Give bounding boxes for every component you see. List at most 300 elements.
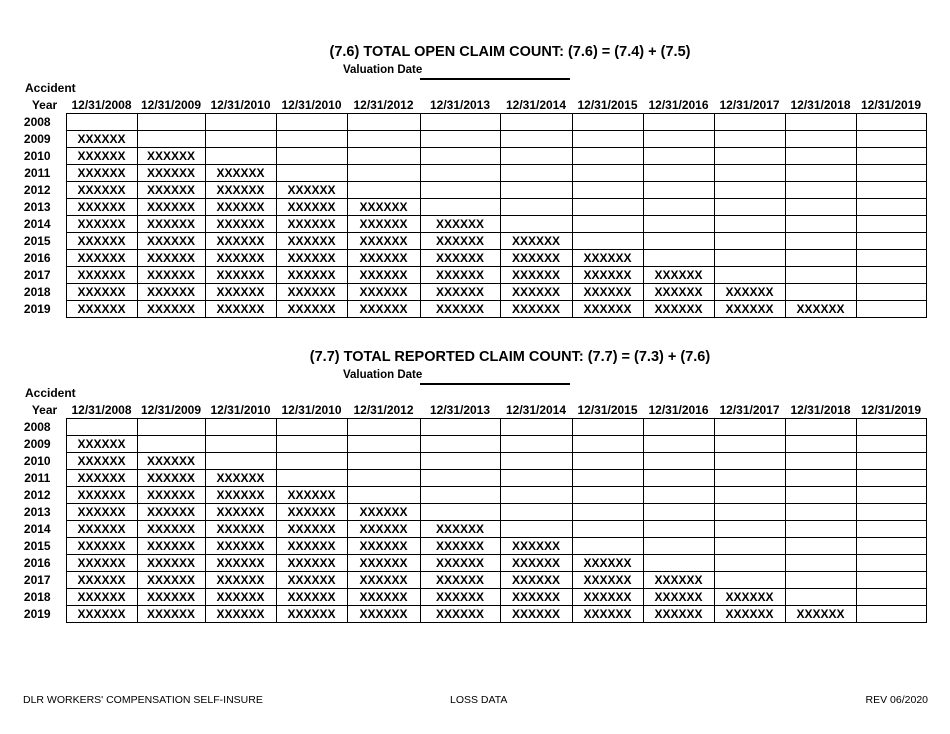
claim-count-cell: [137, 419, 205, 436]
claim-count-cell: [276, 131, 347, 148]
claim-count-cell: [572, 148, 643, 165]
claim-count-cell: [714, 521, 785, 538]
claim-count-cell: XXXXXX: [66, 555, 137, 572]
valuation-column-header: 12/31/2010: [210, 97, 271, 112]
claim-count-cell: [572, 453, 643, 470]
claim-count-cell: XXXXXX: [276, 199, 347, 216]
claim-count-cell: [856, 267, 926, 284]
claim-count-cell: [500, 182, 572, 199]
claim-count-cell: [137, 114, 205, 131]
claim-count-cell: [856, 233, 926, 250]
valuation-date-underline: [420, 78, 570, 80]
claim-count-cell: XXXXXX: [66, 216, 137, 233]
valuation-column-header: 12/31/2009: [140, 97, 202, 112]
claim-count-cell: [500, 470, 572, 487]
claim-count-cell: [572, 504, 643, 521]
claim-count-cell: XXXXXX: [420, 521, 500, 538]
claim-count-cell: [347, 470, 420, 487]
claim-count-cell: [276, 436, 347, 453]
claim-count-cell: [500, 453, 572, 470]
table-row: [23, 572, 926, 589]
claim-count-cell: XXXXXX: [643, 572, 714, 589]
claim-count-cell: XXXXXX: [137, 538, 205, 555]
claim-count-cell: XXXXXX: [500, 572, 572, 589]
claim-count-cell: [500, 419, 572, 436]
claim-count-cell: [572, 538, 643, 555]
claim-count-cell: [572, 165, 643, 182]
claim-count-cell: XXXXXX: [500, 284, 572, 301]
claim-count-cell: [420, 148, 500, 165]
claim-count-cell: XXXXXX: [205, 504, 276, 521]
claim-count-cell: [785, 267, 856, 284]
claim-count-cell: [785, 572, 856, 589]
claim-count-cell: XXXXXX: [572, 250, 643, 267]
valuation-column-header: 12/31/2015: [577, 402, 638, 417]
claim-count-cell: XXXXXX: [276, 572, 347, 589]
claim-count-cell: [643, 436, 714, 453]
claim-count-cell: [276, 114, 347, 131]
claim-count-cell: XXXXXX: [66, 589, 137, 606]
claim-count-cell: [785, 131, 856, 148]
claim-count-cell: [714, 114, 785, 131]
accident-label: Accident: [25, 81, 76, 95]
claim-count-cell: XXXXXX: [137, 470, 205, 487]
claim-count-cell: XXXXXX: [500, 250, 572, 267]
valuation-column-header: 12/31/2016: [648, 97, 709, 112]
claim-count-cell: XXXXXX: [66, 470, 137, 487]
claim-count-cell: XXXXXX: [137, 504, 205, 521]
claim-count-cell: XXXXXX: [276, 301, 347, 318]
claim-count-cell: XXXXXX: [137, 453, 205, 470]
claim-count-cell: XXXXXX: [347, 267, 420, 284]
claim-count-cell: XXXXXX: [643, 284, 714, 301]
valuation-column-header: 12/31/2019: [860, 97, 922, 112]
table-row: [23, 301, 926, 318]
claim-count-cell: [785, 165, 856, 182]
claim-count-cell: [785, 419, 856, 436]
valuation-column-header: 12/31/2013: [429, 402, 491, 417]
claim-count-cell: XXXXXX: [572, 301, 643, 318]
valuation-column-header: 12/31/2016: [648, 402, 709, 417]
accident-year-cell: 2018: [23, 590, 51, 604]
accident-year-cell: 2009: [23, 437, 51, 451]
claim-count-cell: [137, 131, 205, 148]
claim-count-cell: [500, 521, 572, 538]
claim-count-cell: XXXXXX: [66, 267, 137, 284]
claim-count-cell: XXXXXX: [66, 284, 137, 301]
table-row: [23, 131, 926, 148]
claim-count-cell: XXXXXX: [66, 165, 137, 182]
claim-count-cell: [572, 131, 643, 148]
claim-count-cell: [714, 572, 785, 589]
claim-count-cell: [420, 504, 500, 521]
accident-year-cell: 2013: [23, 505, 51, 519]
footer-form-name: DLR WORKERS' COMPENSATION SELF-INSURE: [23, 694, 263, 706]
claim-count-cell: [276, 419, 347, 436]
claim-count-cell: XXXXXX: [66, 131, 137, 148]
claim-count-cell: XXXXXX: [66, 538, 137, 555]
table-row: [23, 233, 926, 250]
claim-count-cell: [205, 453, 276, 470]
claim-count-cell: XXXXXX: [205, 250, 276, 267]
claim-count-cell: XXXXXX: [572, 267, 643, 284]
claim-count-cell: [856, 419, 926, 436]
accident-year-cell: 2017: [23, 573, 51, 587]
claim-count-cell: [643, 555, 714, 572]
claim-count-cell: XXXXXX: [572, 589, 643, 606]
claim-count-cell: [856, 250, 926, 267]
table-row: [23, 555, 926, 572]
valuation-column-header: 12/31/2017: [719, 97, 780, 112]
claim-count-cell: [572, 419, 643, 436]
claim-count-cell: [714, 267, 785, 284]
claim-count-cell: XXXXXX: [347, 301, 420, 318]
table-row: [23, 419, 926, 436]
claim-count-cell: XXXXXX: [420, 250, 500, 267]
valuation-column-header: 12/31/2015: [577, 97, 638, 112]
claim-count-cell: [347, 419, 420, 436]
claim-count-cell: XXXXXX: [420, 589, 500, 606]
valuation-date-label: Valuation Date: [343, 369, 423, 381]
claim-count-cell: XXXXXX: [643, 589, 714, 606]
accident-year-cell: 2016: [23, 556, 51, 570]
table-row: [23, 504, 926, 521]
claim-count-cell: [856, 538, 926, 555]
claim-count-cell: XXXXXX: [66, 148, 137, 165]
claim-count-cell: [643, 453, 714, 470]
claim-count-cell: [643, 199, 714, 216]
claim-count-cell: [572, 182, 643, 199]
claim-count-cell: XXXXXX: [347, 555, 420, 572]
claim-count-cell: XXXXXX: [137, 216, 205, 233]
claim-count-cell: XXXXXX: [420, 301, 500, 318]
accident-year-cell: 2012: [23, 183, 51, 197]
claim-count-cell: XXXXXX: [276, 182, 347, 199]
claim-count-cell: [856, 470, 926, 487]
claim-count-cell: XXXXXX: [66, 250, 137, 267]
claim-count-cell: XXXXXX: [785, 606, 856, 623]
section-title: (7.6) TOTAL OPEN CLAIM COUNT: (7.6) = (7.4) + (7.5): [329, 44, 691, 60]
table-row: [23, 284, 926, 301]
table-row: [23, 165, 926, 182]
claim-count-cell: [276, 148, 347, 165]
claim-count-cell: [785, 555, 856, 572]
claim-count-cell: XXXXXX: [66, 199, 137, 216]
claim-count-cell: [347, 453, 420, 470]
claim-count-cell: [500, 131, 572, 148]
accident-year-cell: 2015: [23, 234, 51, 248]
open-claim-count-table: [23, 96, 927, 318]
claim-count-cell: XXXXXX: [420, 233, 500, 250]
claim-count-cell: [643, 419, 714, 436]
claim-count-cell: [276, 470, 347, 487]
claim-count-cell: [420, 131, 500, 148]
claim-count-cell: XXXXXX: [205, 521, 276, 538]
claim-count-cell: XXXXXX: [643, 606, 714, 623]
claim-count-cell: [856, 555, 926, 572]
section-title: (7.7) TOTAL REPORTED CLAIM COUNT: (7.7) = (7.3) + (7.6): [309, 349, 711, 365]
accident-year-cell: 2013: [23, 200, 51, 214]
claim-count-cell: [572, 114, 643, 131]
claim-count-cell: XXXXXX: [205, 487, 276, 504]
claim-count-cell: [785, 233, 856, 250]
claim-count-cell: XXXXXX: [347, 589, 420, 606]
claim-count-cell: [572, 199, 643, 216]
claim-count-cell: [500, 114, 572, 131]
claim-count-cell: [785, 182, 856, 199]
claim-count-cell: XXXXXX: [643, 301, 714, 318]
claim-count-cell: [420, 165, 500, 182]
claim-count-cell: XXXXXX: [500, 233, 572, 250]
claim-count-cell: XXXXXX: [66, 233, 137, 250]
claim-count-cell: XXXXXX: [276, 555, 347, 572]
claim-count-cell: XXXXXX: [137, 284, 205, 301]
claim-count-cell: [856, 572, 926, 589]
claim-count-cell: [500, 487, 572, 504]
claim-count-cell: [714, 199, 785, 216]
valuation-column-header: 12/31/2019: [860, 402, 922, 417]
claim-count-cell: [785, 250, 856, 267]
accident-year-cell: 2012: [23, 488, 51, 502]
claim-count-cell: [785, 216, 856, 233]
claim-count-cell: [643, 233, 714, 250]
claim-count-cell: [856, 521, 926, 538]
claim-count-cell: [856, 284, 926, 301]
claim-count-cell: [856, 199, 926, 216]
claim-count-cell: XXXXXX: [137, 301, 205, 318]
accident-year-cell: 2017: [23, 268, 51, 282]
claim-count-cell: [420, 114, 500, 131]
table-row: [23, 487, 926, 504]
claim-count-cell: [856, 182, 926, 199]
claim-count-cell: XXXXXX: [500, 267, 572, 284]
claim-count-cell: [785, 521, 856, 538]
claim-count-cell: XXXXXX: [137, 182, 205, 199]
valuation-column-header: 12/31/2014: [505, 97, 567, 112]
claim-count-cell: [643, 216, 714, 233]
claim-count-cell: [856, 148, 926, 165]
accident-year-cell: 2015: [23, 539, 51, 553]
claim-count-cell: XXXXXX: [205, 555, 276, 572]
claim-count-cell: XXXXXX: [347, 284, 420, 301]
claim-count-cell: [856, 487, 926, 504]
claim-count-cell: XXXXXX: [205, 216, 276, 233]
claim-count-cell: [856, 216, 926, 233]
claim-count-cell: [205, 436, 276, 453]
claim-count-cell: XXXXXX: [420, 606, 500, 623]
claim-count-cell: [714, 148, 785, 165]
claim-count-cell: XXXXXX: [205, 182, 276, 199]
claim-count-cell: XXXXXX: [276, 487, 347, 504]
claim-count-cell: XXXXXX: [785, 301, 856, 318]
claim-count-cell: [643, 487, 714, 504]
claim-count-cell: XXXXXX: [347, 216, 420, 233]
claim-count-cell: XXXXXX: [347, 233, 420, 250]
claim-count-cell: [714, 131, 785, 148]
claim-count-cell: XXXXXX: [420, 555, 500, 572]
valuation-date-underline: [420, 383, 570, 385]
claim-count-cell: XXXXXX: [205, 301, 276, 318]
footer-revision: REV 06/2020: [865, 694, 928, 706]
claim-count-cell: [643, 165, 714, 182]
claim-count-cell: XXXXXX: [643, 267, 714, 284]
claim-count-cell: XXXXXX: [500, 589, 572, 606]
claim-count-cell: [205, 114, 276, 131]
claim-count-cell: [714, 436, 785, 453]
valuation-date-label: Valuation Date: [343, 64, 423, 76]
claim-count-cell: XXXXXX: [137, 572, 205, 589]
claim-count-cell: [856, 453, 926, 470]
claim-count-cell: XXXXXX: [66, 572, 137, 589]
claim-count-cell: [785, 114, 856, 131]
claim-count-cell: [643, 521, 714, 538]
claim-count-cell: XXXXXX: [276, 589, 347, 606]
claim-count-cell: [420, 419, 500, 436]
claim-count-cell: XXXXXX: [276, 216, 347, 233]
table-row: [23, 538, 926, 555]
claim-count-cell: [347, 182, 420, 199]
claim-count-cell: [856, 436, 926, 453]
claim-count-cell: XXXXXX: [66, 606, 137, 623]
claim-count-cell: [785, 453, 856, 470]
table-row: [23, 267, 926, 284]
claim-count-cell: XXXXXX: [205, 199, 276, 216]
claim-count-cell: XXXXXX: [276, 521, 347, 538]
table-row: [23, 606, 926, 623]
claim-count-cell: [714, 487, 785, 504]
claim-count-cell: [276, 165, 347, 182]
accident-label: Accident: [25, 386, 76, 400]
claim-count-cell: [500, 148, 572, 165]
claim-count-cell: [420, 487, 500, 504]
accident-year-cell: 2018: [23, 285, 51, 299]
claim-count-cell: [643, 114, 714, 131]
year-column-header: Year: [31, 97, 58, 112]
claim-count-cell: [643, 131, 714, 148]
valuation-column-header: 12/31/2008: [71, 402, 132, 417]
valuation-column-header: 12/31/2014: [505, 402, 567, 417]
claim-count-cell: [276, 453, 347, 470]
valuation-column-header: 12/31/2018: [790, 402, 851, 417]
claim-count-cell: XXXXXX: [66, 453, 137, 470]
valuation-column-header: 12/31/2009: [140, 402, 202, 417]
accident-year-cell: 2019: [23, 302, 51, 316]
claim-count-cell: XXXXXX: [205, 233, 276, 250]
claim-count-cell: [137, 436, 205, 453]
claim-count-cell: [785, 436, 856, 453]
claim-count-cell: XXXXXX: [276, 267, 347, 284]
valuation-column-header: 12/31/2013: [429, 97, 491, 112]
claim-count-cell: XXXXXX: [347, 199, 420, 216]
claim-count-cell: [856, 606, 926, 623]
claim-count-cell: [205, 419, 276, 436]
accident-year-cell: 2010: [23, 149, 51, 163]
claim-count-cell: [572, 436, 643, 453]
claim-count-cell: [643, 538, 714, 555]
claim-count-cell: [785, 470, 856, 487]
claim-count-cell: XXXXXX: [500, 606, 572, 623]
claim-count-cell: XXXXXX: [205, 606, 276, 623]
claim-count-cell: [856, 504, 926, 521]
claim-count-cell: XXXXXX: [572, 606, 643, 623]
claim-count-cell: [643, 250, 714, 267]
claim-count-cell: XXXXXX: [276, 250, 347, 267]
table-row: [23, 470, 926, 487]
accident-year-cell: 2008: [23, 420, 51, 434]
table-row: [23, 114, 926, 131]
claim-count-cell: [785, 148, 856, 165]
claim-count-cell: [714, 182, 785, 199]
claim-count-cell: XXXXXX: [420, 572, 500, 589]
claim-count-cell: XXXXXX: [347, 521, 420, 538]
accident-year-cell: 2011: [24, 471, 51, 485]
claim-count-cell: [643, 148, 714, 165]
claim-count-cell: [714, 538, 785, 555]
claim-count-cell: XXXXXX: [137, 555, 205, 572]
claim-count-cell: XXXXXX: [137, 487, 205, 504]
claim-count-cell: [347, 487, 420, 504]
claim-count-cell: XXXXXX: [420, 538, 500, 555]
table-row: [23, 436, 926, 453]
accident-year-cell: 2016: [23, 251, 51, 265]
claim-count-cell: XXXXXX: [500, 301, 572, 318]
claim-count-cell: XXXXXX: [137, 267, 205, 284]
reported-claim-count-table: [23, 401, 927, 623]
claim-count-cell: XXXXXX: [572, 284, 643, 301]
claim-count-cell: XXXXXX: [572, 572, 643, 589]
claim-count-cell: XXXXXX: [137, 250, 205, 267]
claim-count-cell: [500, 216, 572, 233]
claim-count-cell: XXXXXX: [500, 538, 572, 555]
claim-count-cell: XXXXXX: [205, 538, 276, 555]
claim-count-cell: [714, 165, 785, 182]
claim-count-cell: XXXXXX: [66, 182, 137, 199]
claim-count-cell: [420, 199, 500, 216]
valuation-column-header: 12/31/2012: [353, 402, 414, 417]
claim-count-cell: XXXXXX: [66, 504, 137, 521]
claim-count-cell: XXXXXX: [500, 555, 572, 572]
claim-count-cell: XXXXXX: [66, 436, 137, 453]
accident-year-cell: 2014: [23, 522, 51, 536]
claim-count-cell: XXXXXX: [205, 284, 276, 301]
claim-count-cell: XXXXXX: [347, 250, 420, 267]
claim-count-cell: XXXXXX: [714, 301, 785, 318]
claim-count-cell: [714, 233, 785, 250]
valuation-column-header: 12/31/2008: [71, 97, 132, 112]
claim-count-cell: XXXXXX: [66, 521, 137, 538]
claim-count-cell: XXXXXX: [347, 606, 420, 623]
claim-count-cell: [785, 487, 856, 504]
claim-count-cell: XXXXXX: [276, 504, 347, 521]
claim-count-cell: [347, 165, 420, 182]
claim-count-cell: XXXXXX: [276, 606, 347, 623]
valuation-column-header: 12/31/2017: [719, 402, 780, 417]
claim-count-cell: [420, 453, 500, 470]
claim-count-cell: XXXXXX: [714, 606, 785, 623]
accident-year-cell: 2011: [24, 166, 51, 180]
valuation-column-header: 12/31/2010: [210, 402, 271, 417]
claim-count-cell: XXXXXX: [714, 284, 785, 301]
claim-count-cell: XXXXXX: [276, 284, 347, 301]
claim-count-cell: [572, 233, 643, 250]
claim-count-cell: XXXXXX: [420, 267, 500, 284]
claim-count-cell: XXXXXX: [137, 148, 205, 165]
claim-count-cell: XXXXXX: [137, 233, 205, 250]
claim-count-cell: XXXXXX: [66, 301, 137, 318]
claim-count-cell: XXXXXX: [137, 606, 205, 623]
claim-count-cell: [785, 538, 856, 555]
table-row: [23, 521, 926, 538]
